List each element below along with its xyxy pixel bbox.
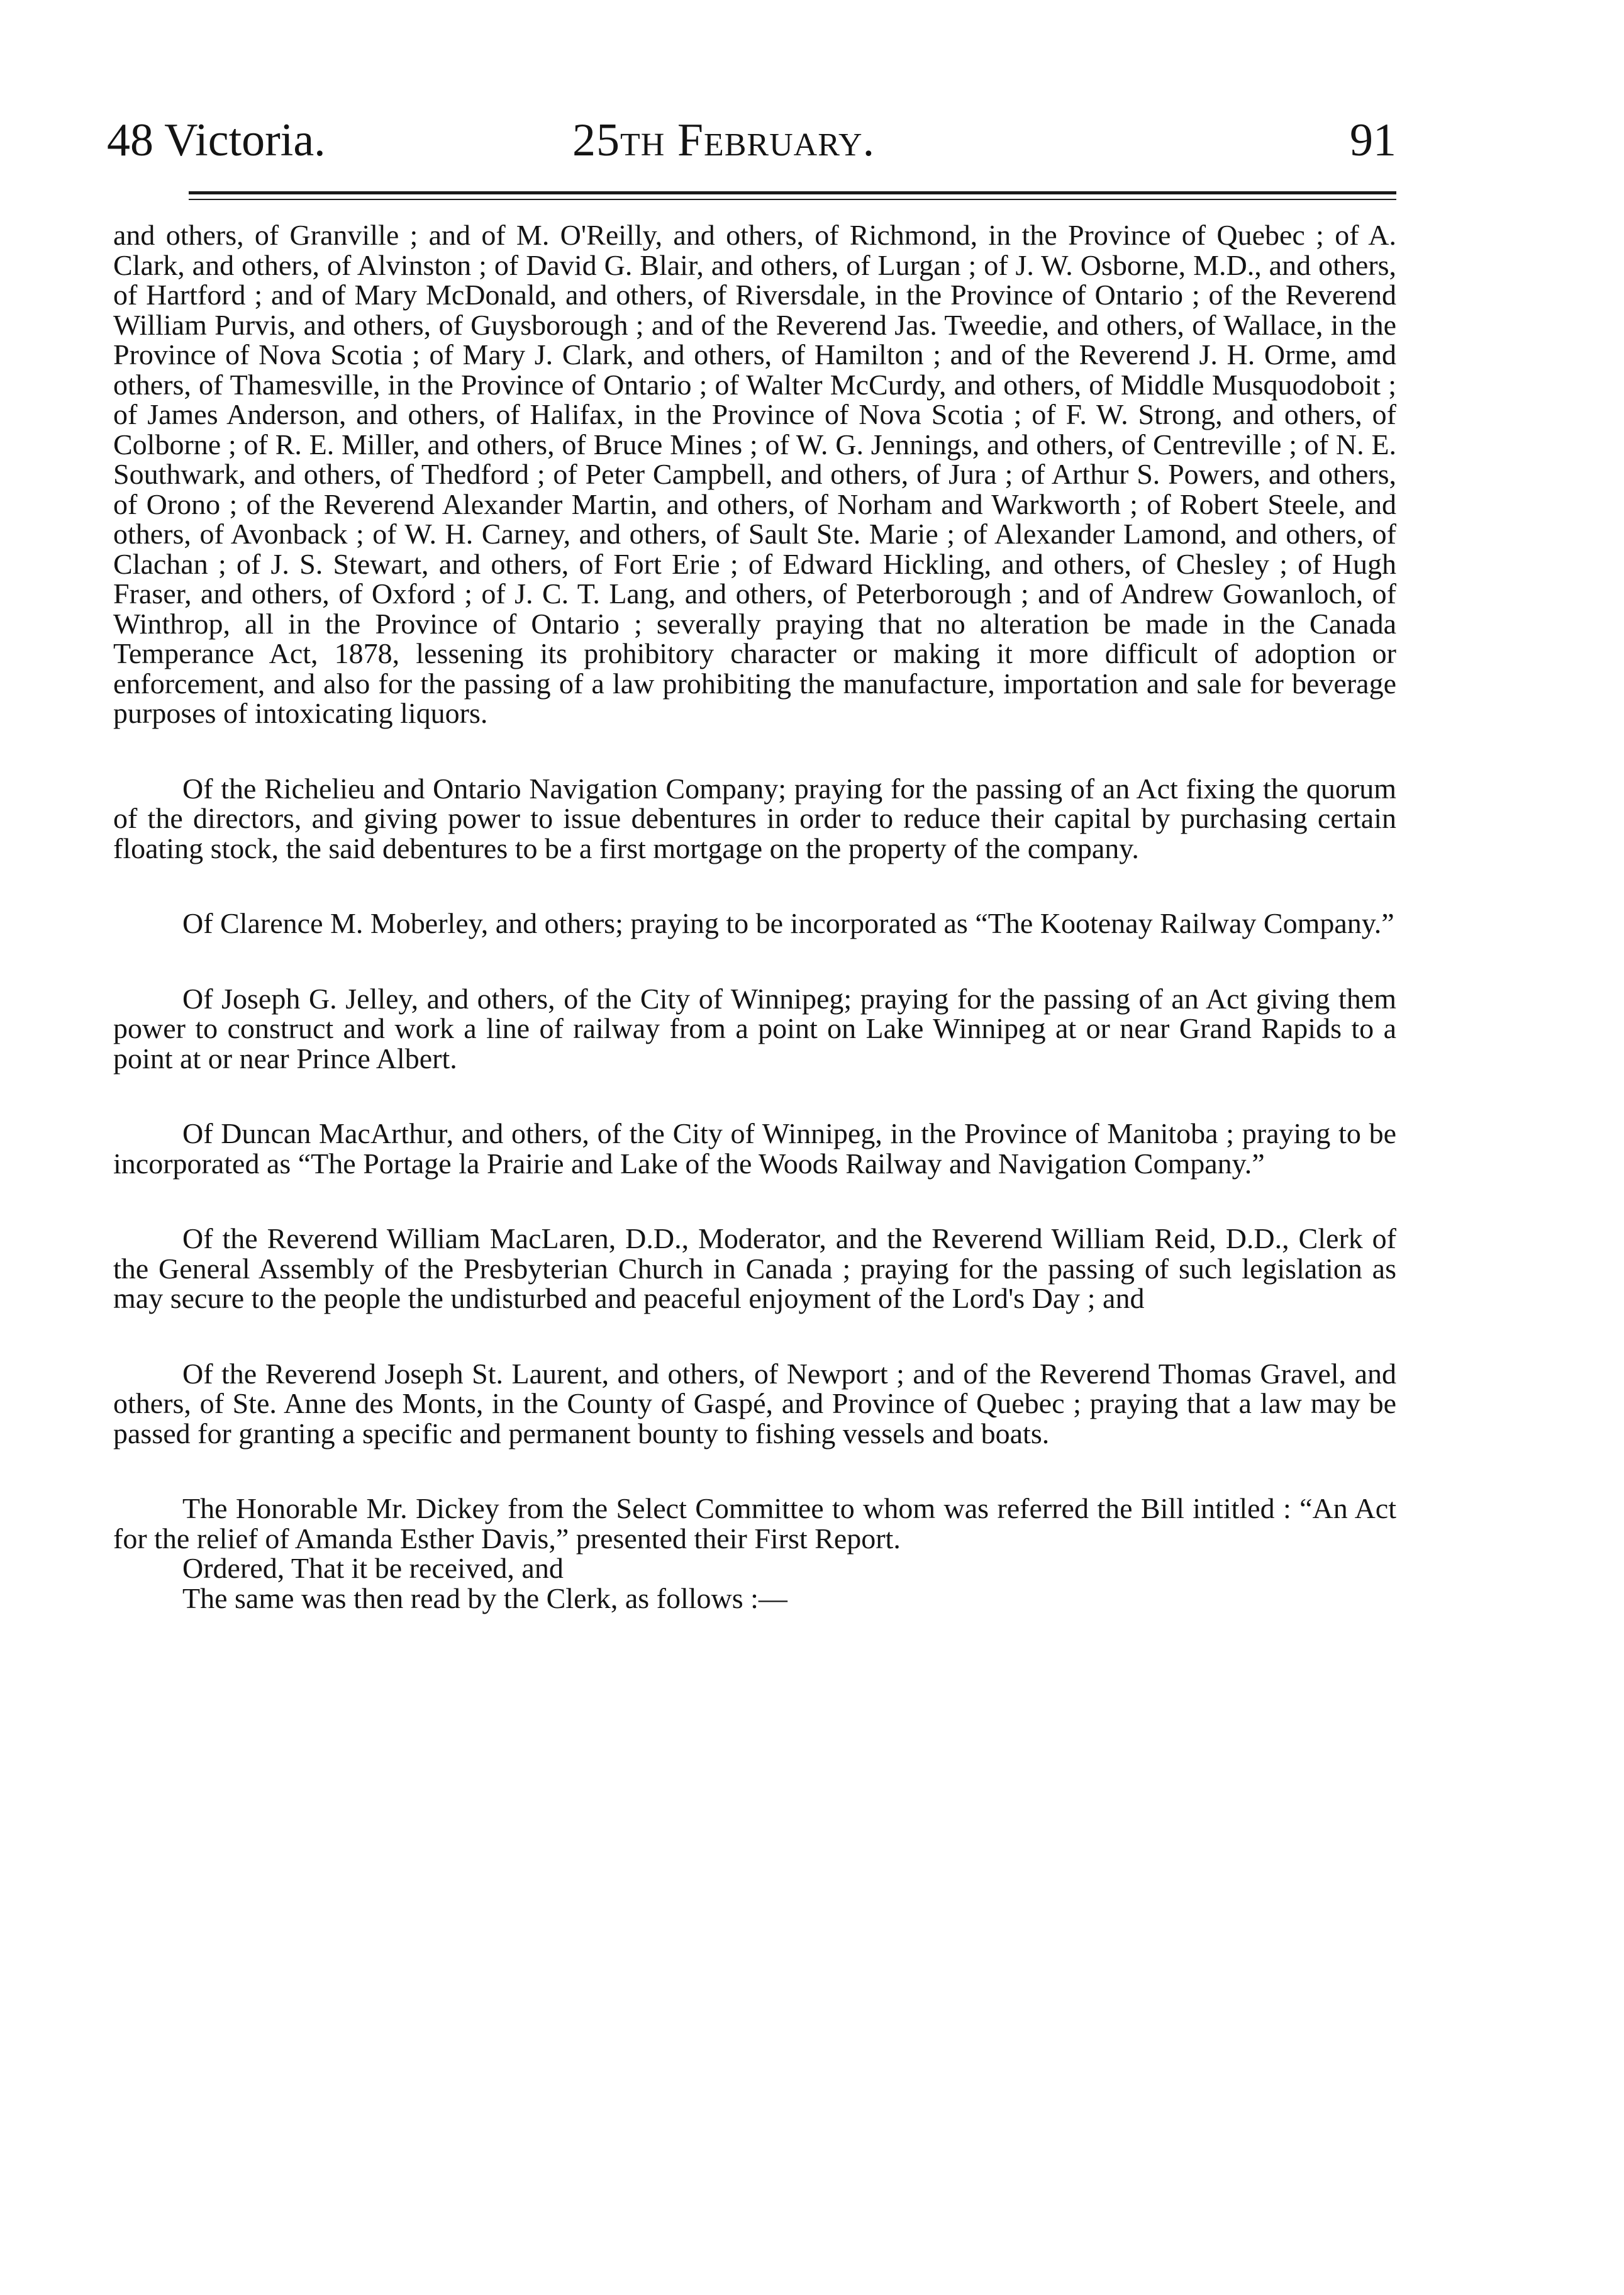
date-label: 25th February. (572, 114, 876, 166)
read-by-clerk-paragraph: The same was then read by the Clerk, as follows :— (182, 1582, 787, 1614)
running-header (107, 112, 1396, 169)
fishing-bounty-petition-paragraph: Of the Reverend Joseph St. Laurent, and others, of Newport ; and of the Reverend Thomas Gravel, and others, of Ste. Anne des Monts, in the County of Gaspé, and Province of Quebec ; praying that a law may be passed for granting a specific and permanent bounty to fishing vessels and boats. (113, 1357, 1396, 1449)
ordered-paragraph: Ordered, That it be received, and (182, 1552, 564, 1584)
page-number: 91 (1350, 114, 1396, 166)
lords-day-petition-paragraph: Of the Reverend William MacLaren, D.D., Moderator, and the Reverend William Reid, D.D., Clerk of the General Assembly of the Presbyterian Church in Canada ; praying for the passing of such legislation as may secure to the people the undisturbed and peaceful enjoyment of the Lord's Day ; and (113, 1222, 1396, 1314)
portage-railway-petition-paragraph: Of Duncan MacArthur, and others, of the City of Winnipeg, in the Province of Manitoba ; praying to be incorporated as “The Portage la Prairie and Lake of the Woods Railway and Navigation Company.” (113, 1117, 1396, 1180)
committee-report-paragraph: The Honorable Mr. Dickey from the Select Committee to whom was referred the Bill intitled : “An Act for the relief of Amanda Esther Davis,” presented their First Report. (113, 1492, 1396, 1555)
body-text (113, 220, 1396, 1613)
winnipeg-railway-petition-paragraph: Of Joseph G. Jelley, and others, of the City of Winnipeg; praying for the passing of an Act giving them power to construct and work a line of railway from a point on Lake Winnipeg at or near Grand Rapids to a point at or near Prince Albert. (113, 982, 1396, 1075)
kootenay-petition-paragraph: Of Clarence M. Moberley, and others; praying to be incorporated as “The Kootenay Railway Company.” (182, 907, 1394, 939)
session-label: 48 Victoria. (107, 114, 326, 166)
petitions-paragraph: and others, of Granville ; and of M. O'Reilly, and others, of Richmond, in the Province of Quebec ; of A. Clark, and others, of Alvinston ; of David G. Blair, and others, of Lurgan ; of J. W. Osborne, M.D., and others, of Hartford ; and of Mary McDonald, and others, of Riversdale, in the Province of Ontario ; of the Reverend William Purvis, and others, of Guysborough ; and of the Reverend Jas. Tweedie, and others, of Wallace, in the Province of Nova Scotia ; of Mary J. Clark, and others, of Hamilton ; and of the Reverend J. H. Orme, amd others, of Thamesville, in the Province of Ontario ; of Walter McCurdy, and others, of Middle Musquodoboit ; of James Anderson, and others, of Halifax, in the Province of Nova Scotia ; of F. W. Strong, and others, of Colborne ; of R. E. Miller, and others, of Bruce Mines ; of W. G. Jennings, and others, of Centreville ; of N. E. Southwark, and others, of Thedford ; of Peter Campbell, and others, of Jura ; of Arthur S. Powers, and others, of Orono ; of the Reverend Alexander Martin, and others, of Norham and Warkworth ; of Robert Steele, and others, of Avonback ; of W. H. Carney, and others, of Sault Ste. Marie ; of Alexander Lamond, and others, of Clachan ; of J. S. Stewart, and others, of Fort Erie ; of Edward Hickling, and others, of Chesley ; of Hugh Fraser, and others, of Oxford ; of J. C. T. Lang, and others, of Peterborough ; and of Andrew Gowanloch, of Winthrop, all in the Province of Ontario ; severally praying that no alteration be made in the Canada Temperance Act, 1878, lessening its prohibitory character or making it more difficult of adoption or enforcement, and also for the passing of a law prohibiting the manufacture, importation and sale for beverage purposes of intoxicating liquors. (113, 219, 1396, 729)
header-rule-thin (189, 199, 1396, 200)
header-rule-thick (189, 191, 1396, 194)
richelieu-petition-paragraph: Of the Richelieu and Ontario Navigation Company; praying for the passing of an Act fixing the quorum of the directors, and giving power to issue debentures in order to reduce their capital by purchasing certain floating stock, the said debentures to be a first mortgage on the property of the company. (113, 772, 1396, 864)
